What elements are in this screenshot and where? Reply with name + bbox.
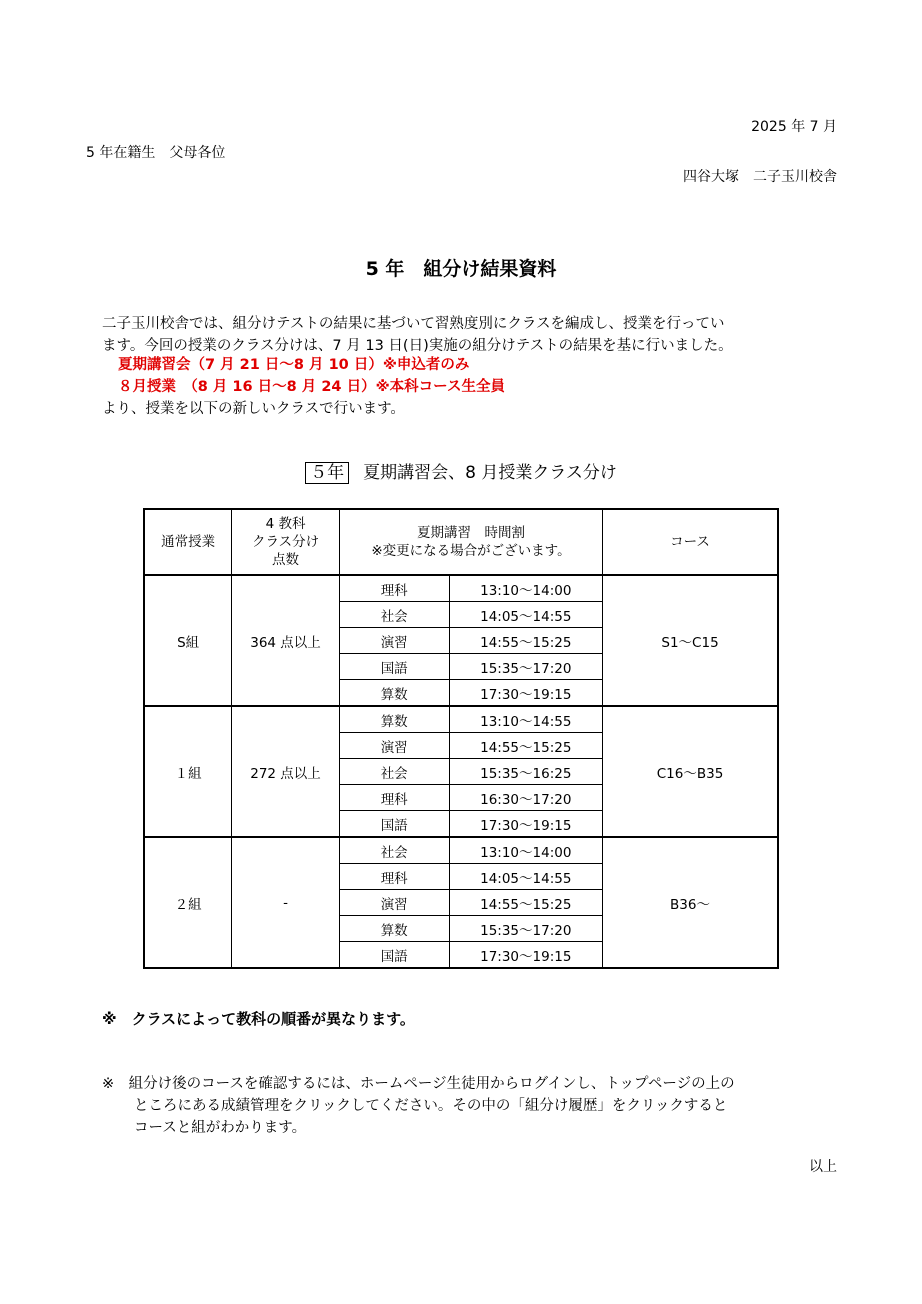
class-course: B36～ bbox=[603, 837, 778, 968]
time-cell: 17:30～19:15 bbox=[449, 680, 603, 707]
recipient-line: 5 年在籍生 父母各位 bbox=[86, 145, 226, 161]
subject-cell: 国語 bbox=[339, 654, 449, 680]
sender-line: 四谷大塚 二子玉川校舎 bbox=[683, 169, 837, 185]
time-cell: 13:10～14:55 bbox=[449, 706, 603, 733]
course-check-note-line1: ※ 組分け後のコースを確認するには、ホームページ生徒用からログインし、トップページの上の bbox=[102, 1076, 735, 1092]
table-row bbox=[144, 575, 778, 602]
time-cell: 17:30～19:15 bbox=[449, 811, 603, 838]
class-score: 272 点以上 bbox=[232, 706, 340, 837]
header-score-line2: クラス分け bbox=[251, 533, 320, 550]
class-course: C16～B35 bbox=[603, 706, 778, 837]
document-date: 2025 年 7 月 bbox=[751, 119, 837, 135]
summer-course-notice: 夏期講習会（7 月 21 日～8 月 10 日）※申込者のみ bbox=[118, 357, 470, 373]
class-score: 364 点以上 bbox=[232, 575, 340, 706]
time-cell: 17:30～19:15 bbox=[449, 942, 603, 969]
table-row bbox=[144, 837, 778, 864]
subject-cell: 理科 bbox=[339, 864, 449, 890]
subject-order-note: ※ クラスによって教科の順番が異なります。 bbox=[102, 1010, 415, 1028]
intro-line-1: 二子玉川校舎では、組分けテストの結果に基づいて習熟度別にクラスを編成し、授業を行ってい bbox=[102, 316, 725, 332]
august-class-notice: ８月授業 （8 月 16 日～8 月 24 日）※本科コース生全員 bbox=[118, 379, 505, 395]
time-cell: 13:10～14:00 bbox=[449, 837, 603, 864]
header-schedule-line1: 夏期講習 時間割 bbox=[416, 524, 525, 541]
header-class: 通常授業 bbox=[144, 509, 232, 575]
subject-cell: 国語 bbox=[339, 942, 449, 969]
time-cell: 16:30～17:20 bbox=[449, 785, 603, 811]
subject-cell: 社会 bbox=[339, 759, 449, 785]
subject-cell: 演習 bbox=[339, 733, 449, 759]
class-name: ２組 bbox=[144, 837, 232, 968]
header-schedule bbox=[339, 509, 602, 575]
table-subtitle-text: 夏期講習会、8 月授業クラス分け bbox=[363, 463, 617, 483]
time-cell: 15:35～17:20 bbox=[449, 916, 603, 942]
table-row bbox=[144, 706, 778, 733]
class-score: - bbox=[232, 837, 340, 968]
header-course: コース bbox=[603, 509, 778, 575]
class-name: S組 bbox=[144, 575, 232, 706]
header-score bbox=[232, 509, 340, 575]
document-title: 5 年 組分け結果資料 bbox=[365, 258, 557, 280]
course-check-note-line2: ところにある成績管理をクリックしてください。その中の「組分け履歴」をクリックすると bbox=[134, 1098, 728, 1114]
subject-cell: 算数 bbox=[339, 916, 449, 942]
class-schedule-table bbox=[143, 508, 779, 969]
subject-cell: 理科 bbox=[339, 575, 449, 602]
intro-line-5: より、授業を以下の新しいクラスで行います。 bbox=[102, 401, 405, 417]
time-cell: 13:10～14:00 bbox=[449, 575, 603, 602]
grade-box-label: ５年 bbox=[305, 462, 349, 484]
subject-cell: 算数 bbox=[339, 680, 449, 707]
subject-cell: 国語 bbox=[339, 811, 449, 838]
intro-line-2: ます。今回の授業のクラス分けは、7 月 13 日(日)実施の組分けテストの結果を基に行いました。 bbox=[102, 338, 733, 354]
header-schedule-line2: ※変更になる場合がございます。 bbox=[371, 543, 571, 559]
subject-cell: 演習 bbox=[339, 890, 449, 916]
time-cell: 15:35～17:20 bbox=[449, 654, 603, 680]
time-cell: 14:05～14:55 bbox=[449, 864, 603, 890]
subject-cell: 演習 bbox=[339, 628, 449, 654]
course-check-note-line3: コースと組がわかります。 bbox=[134, 1120, 307, 1136]
time-cell: 14:55～15:25 bbox=[449, 890, 603, 916]
time-cell: 14:55～15:25 bbox=[449, 733, 603, 759]
class-course: S1～C15 bbox=[603, 575, 778, 706]
subject-cell: 社会 bbox=[339, 837, 449, 864]
subject-cell: 理科 bbox=[339, 785, 449, 811]
header-score-line1: 4 教科 bbox=[265, 515, 306, 532]
subject-cell: 社会 bbox=[339, 602, 449, 628]
closing-mark: 以上 bbox=[809, 1159, 837, 1175]
header-score-line3: 点数 bbox=[272, 552, 300, 569]
subject-cell: 算数 bbox=[339, 706, 449, 733]
time-cell: 15:35～16:25 bbox=[449, 759, 603, 785]
time-cell: 14:05～14:55 bbox=[449, 602, 603, 628]
class-name: １組 bbox=[144, 706, 232, 837]
table-header-row bbox=[144, 509, 778, 575]
table-subtitle bbox=[0, 458, 922, 483]
time-cell: 14:55～15:25 bbox=[449, 628, 603, 654]
